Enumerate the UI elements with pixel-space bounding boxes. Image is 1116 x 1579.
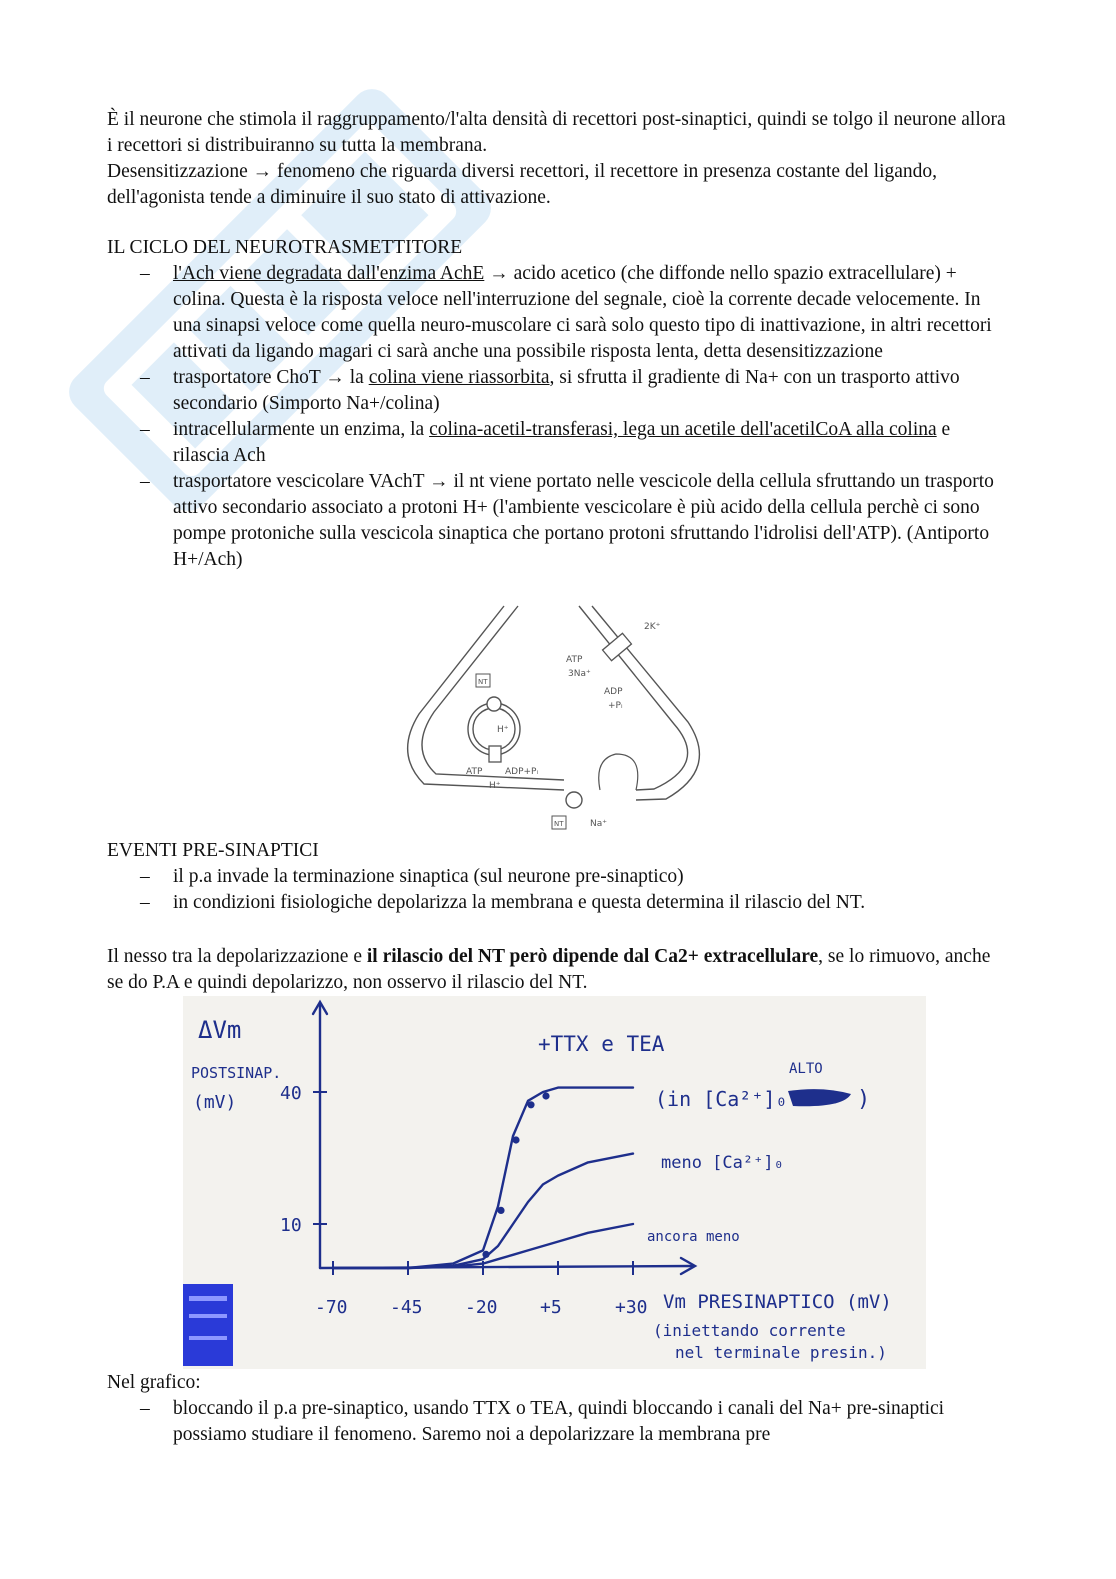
y-tick-label: 40 bbox=[280, 1083, 302, 1104]
x-label-note-2: nel terminale presin.) bbox=[675, 1343, 887, 1362]
desensitization-paragraph: Desensitizzazione → fenomeno che riguarda diversi recettori, il recettore in presenza costante del ligando, dell'agonista tende a diminuire il suo stato di attivazione. bbox=[107, 161, 938, 208]
x-tick-label: -70 bbox=[315, 1297, 348, 1318]
label-nt-vesicle: NT bbox=[478, 678, 488, 686]
scribble-mark bbox=[788, 1089, 851, 1106]
label-h-bottom: H⁺ bbox=[489, 781, 501, 791]
label-2k: 2K⁺ bbox=[644, 622, 661, 632]
list-item: – trasportatore ChoT → la colina viene riassorbita, si sfrutta il gradiente di Na+ con un trasporto attivo secondario (Simporto Na+/colina) bbox=[107, 365, 1007, 417]
label-nt-cleft: NT bbox=[554, 820, 564, 828]
data-point bbox=[544, 1094, 549, 1099]
chart-explanation-heading: Nel grafico: bbox=[107, 1372, 201, 1393]
x-tick-label: -45 bbox=[390, 1297, 423, 1318]
chart-explanation-section bbox=[107, 1370, 1007, 1448]
release-vs-voltage-chart bbox=[183, 996, 926, 1369]
label-adp-bottom: ADP+Pᵢ bbox=[505, 767, 539, 777]
data-point bbox=[514, 1138, 519, 1143]
pre-synaptic-section bbox=[107, 838, 1007, 916]
pre-synaptic-heading: EVENTI PRE-SINAPTICI bbox=[107, 840, 319, 861]
y-label-postsinap: POSTSINAP. bbox=[191, 1064, 282, 1082]
blue-marker-strip bbox=[183, 1284, 233, 1366]
list-item: – trasportatore vescicolare VAchT → il nt viene portato nelle vescicole della cellula sfruttando un trasporto attivo secondario associato a protoni H+ (l'ambiente vescicolare è più acido della cellula perchè ci sono pompe protoniche sulla vescicola sinaptica che portano protoni sfruttando l'idrolisi dell'ATP). (Antiporto H+/Ach) bbox=[107, 469, 1007, 573]
list-item: – in condizioni fisiologiche depolarizza la membrana e questa determina il rilascio del NT. bbox=[107, 890, 1007, 916]
intro-paragraph: È il neurone che stimola il raggruppamento/l'alta densità di recettori post-sinaptici, quindi se tolgo il neurone allora i recettori si distribuiranno su tutta la membrana. bbox=[107, 109, 1006, 156]
label-h-vesicle: H⁺ bbox=[497, 725, 509, 735]
cycle-list bbox=[107, 261, 1007, 573]
data-point bbox=[499, 1208, 504, 1213]
list-item: – l'Ach viene degradata dall'enzima AchE → acido acetico (che diffonde nello spazio extracellulare) + colina. Questa è la risposta veloce nell'interruzione del segnale, cioè la corrente decade velocemente. In una sinapsi veloce come quella neuro-muscolare ci sarà solo questo tipo di inattivazione, in altri recettori attivati da ligando magari ci sarà anche una possibile risposta lenta, detta desensitizzazione bbox=[107, 261, 1007, 365]
intro-section bbox=[107, 107, 1007, 211]
synapse-diagram bbox=[404, 604, 708, 836]
label-adp-top: ADP bbox=[604, 687, 623, 697]
series-label-close: ) bbox=[857, 1087, 871, 1112]
list-item: – il p.a invade la terminazione sinaptica (sul neurone pre-sinaptico) bbox=[107, 864, 1007, 890]
x-tick-label: +5 bbox=[540, 1297, 562, 1318]
chart-title: +TTX e TEA bbox=[538, 1032, 665, 1056]
cycle-heading: IL CICLO DEL NEUROTRASMETTITORE bbox=[107, 237, 463, 258]
calcium-paragraph: Il nesso tra la depolarizzazione e il rilascio del NT però dipende dal Ca2+ extracellulare, se lo rimuovo, anche se do P.A e quindi depolarizzo, non osservo il rilascio del NT. bbox=[107, 946, 991, 993]
x-tick-label: -20 bbox=[465, 1297, 498, 1318]
label-3na: 3Na⁺ bbox=[568, 669, 591, 679]
chart-explanation-list bbox=[107, 1396, 1007, 1448]
label-atp-top: ATP bbox=[566, 655, 583, 665]
pre-synaptic-list bbox=[107, 864, 1007, 916]
data-point bbox=[529, 1102, 534, 1107]
series-label-high: (in [Ca²⁺]₀ bbox=[655, 1087, 788, 1111]
list-item: – intracellularmente un enzima, la colina-acetil-transferasi, lega un acetile dell'acetilCoA alla colina e rilascia Ach bbox=[107, 417, 1007, 469]
list-item: – bloccando il p.a pre-sinaptico, usando TTX o TEA, quindi bloccando i canali del Na+ pre-sinaptici possiamo studiare il fenomeno. Saremo noi a depolarizzare la membrana pre bbox=[107, 1396, 1007, 1448]
x-label-note-1: (iniettando corrente bbox=[653, 1321, 846, 1340]
cycle-section bbox=[107, 235, 1007, 573]
y-label-delta-vm: ΔVm bbox=[198, 1016, 242, 1044]
label-na: Na⁺ bbox=[590, 819, 607, 829]
y-tick-label: 10 bbox=[280, 1215, 302, 1236]
x-tick-label: +30 bbox=[615, 1297, 648, 1318]
series-line-0 bbox=[333, 1088, 633, 1268]
x-label: Vm PRESINAPTICO (mV) bbox=[663, 1291, 892, 1313]
series-label-medium: meno [Ca²⁺]₀ bbox=[661, 1153, 784, 1173]
label-atp-bottom: ATP bbox=[466, 767, 483, 777]
series-label-low: ancora meno bbox=[647, 1229, 740, 1245]
series-label-alto: ALTO bbox=[789, 1061, 823, 1077]
label-pi-top: +Pᵢ bbox=[608, 701, 623, 711]
y-label-unit: (mV) bbox=[193, 1092, 237, 1113]
